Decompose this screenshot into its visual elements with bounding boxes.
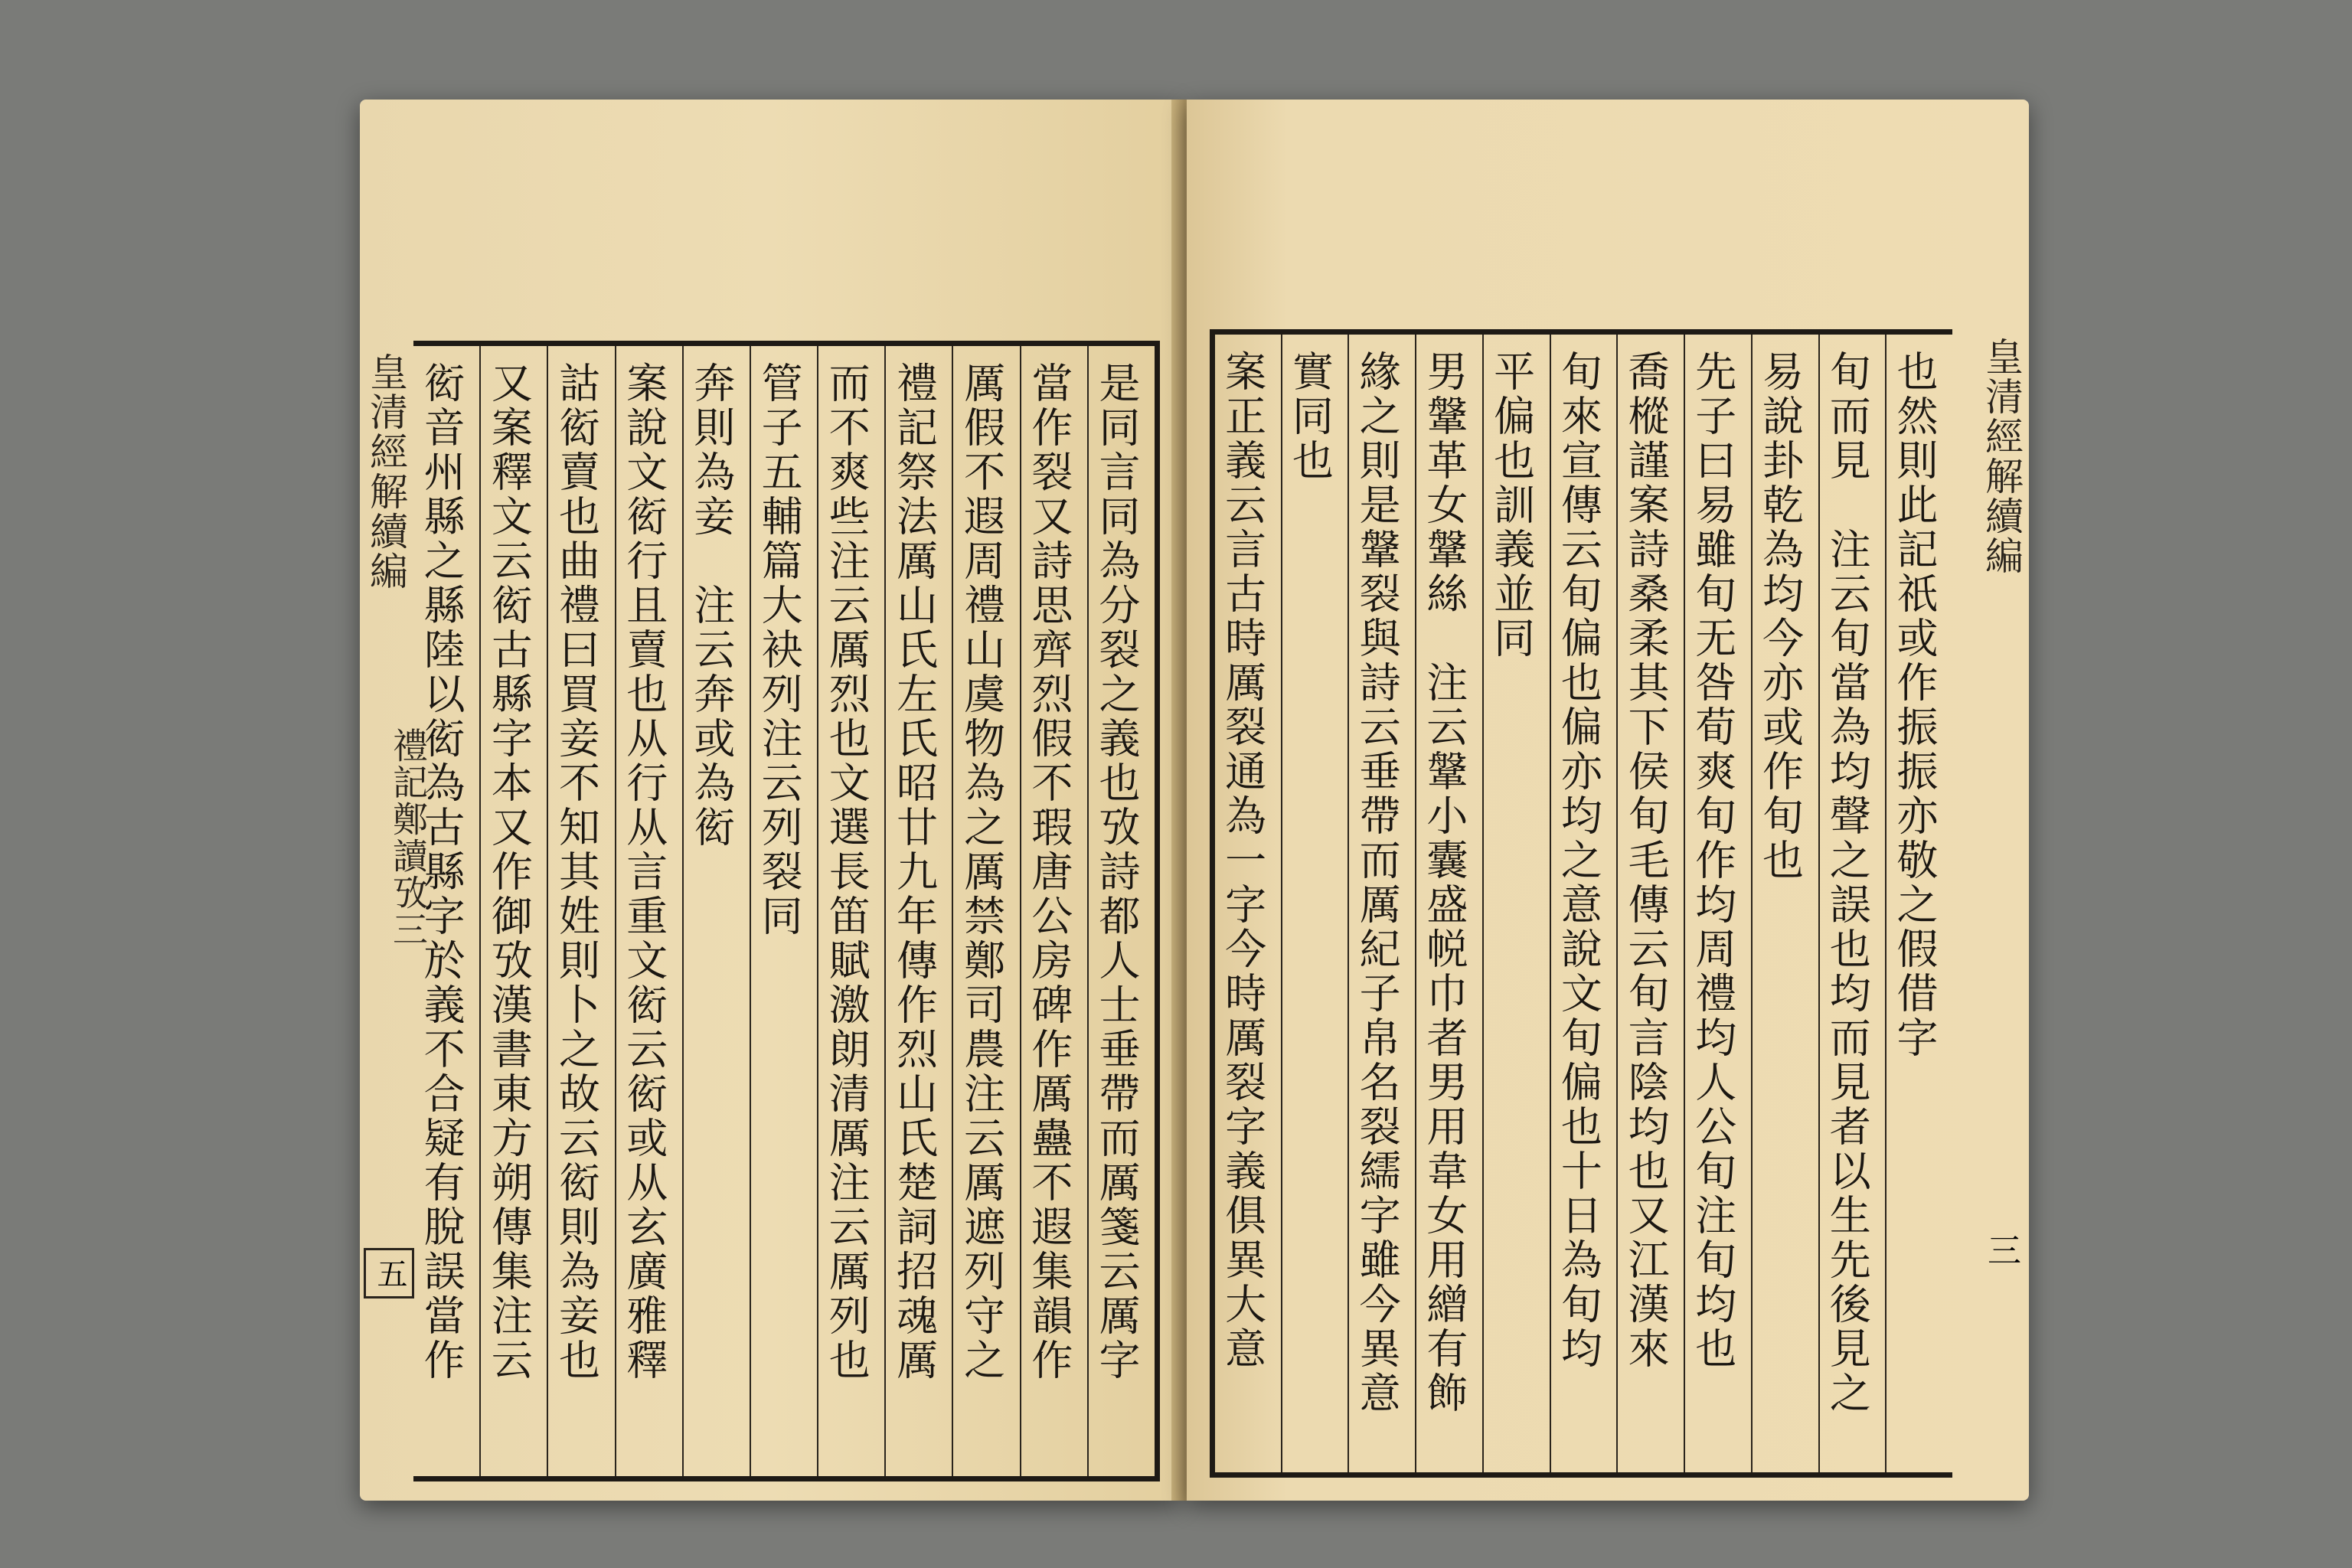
right-text-column: 也然則此記祇或作振振亦敬之假借字 (1885, 335, 1952, 1472)
left-text-column: 管子五輔篇大袂列注云列裂同 (750, 346, 817, 1476)
left-text-column: 禮記祭法厲山氏左氏昭廿九年傳作烈山氏楚詞招魂厲 (884, 346, 952, 1476)
right-text-column: 旬來宣傳云旬偏也偏亦均之意說文旬偏也十日為旬均 (1550, 335, 1617, 1472)
left-text-frame (413, 341, 1160, 1481)
right-text-column: 喬樅謹案詩桑柔其下侯旬毛傳云旬言陰均也又江漢來 (1616, 335, 1684, 1472)
left-text-column: 案說文衒行且賣也从行从言重文衒云衒或从玄廣雅釋 (615, 346, 682, 1476)
right-text-column: 實同也 (1281, 335, 1348, 1472)
left-text-column: 又案釋文云衒古縣字本又作御攷漢書東方朔傳集注云 (479, 346, 547, 1476)
left-text-columns (413, 346, 1155, 1476)
left-text-column: 詁衒賣也曲禮曰買妾不知其姓則卜之故云衒則為妾也 (547, 346, 614, 1476)
right-text-column: 先子曰易雖旬无咎荀爽旬作均周禮均人公旬注旬均也 (1684, 335, 1751, 1472)
left-margin-subtitle: 禮記鄭讀攷三 (387, 727, 429, 948)
right-text-frame (1210, 329, 1952, 1478)
open-book (360, 100, 2029, 1501)
right-text-column: 旬而見 注云旬當為均聲之誤也均而見者以生先後見之 (1818, 335, 1886, 1472)
right-page (1187, 100, 2029, 1501)
left-margin-title: 皇清經解續編 (364, 352, 408, 591)
left-page (360, 100, 1179, 1501)
right-text-column: 易說卦乾為均今亦或作旬也 (1751, 335, 1818, 1472)
left-text-column: 衒音州縣之縣陸以衒為古縣字於義不合疑有脫誤當作 (417, 361, 466, 1383)
left-text-column: 厲假不遐周禮山虞物為之厲禁鄭司農注云厲遮列守之 (952, 346, 1019, 1476)
right-text-column: 緣之則是鞶裂與詩云垂帶而厲紀子帛名裂繻字雖今異意 (1348, 335, 1415, 1472)
right-text-column: 平偏也訓義並同 (1482, 335, 1550, 1472)
right-text-column: 案正義云言古時厲裂通為一字今時厲裂字義俱異大意 (1218, 350, 1267, 1371)
right-text-column: 男鞶革女鞶絲 注云鞶小囊盛帨巾者男用韋女用繒有飾 (1415, 335, 1482, 1472)
right-text-columns (1215, 335, 1952, 1472)
right-folio: 三 (1981, 1233, 2020, 1266)
left-text-column: 奔則為妾 注云奔或為衒 (682, 346, 750, 1476)
right-margin-title: 皇清經解續編 (1979, 337, 2024, 576)
left-text-column: 而不爽些注云厲烈也文選長笛賦激朗清厲注云厲列也 (817, 346, 884, 1476)
left-text-column: 當作裂又詩思齊烈假不瑕唐公房碑作厲蠱不遐集韻作 (1020, 346, 1087, 1476)
left-folio: 五 (364, 1248, 414, 1298)
left-text-column: 是同言同為分裂之義也攷詩都人士垂帶而厲箋云厲字 (1087, 346, 1155, 1476)
